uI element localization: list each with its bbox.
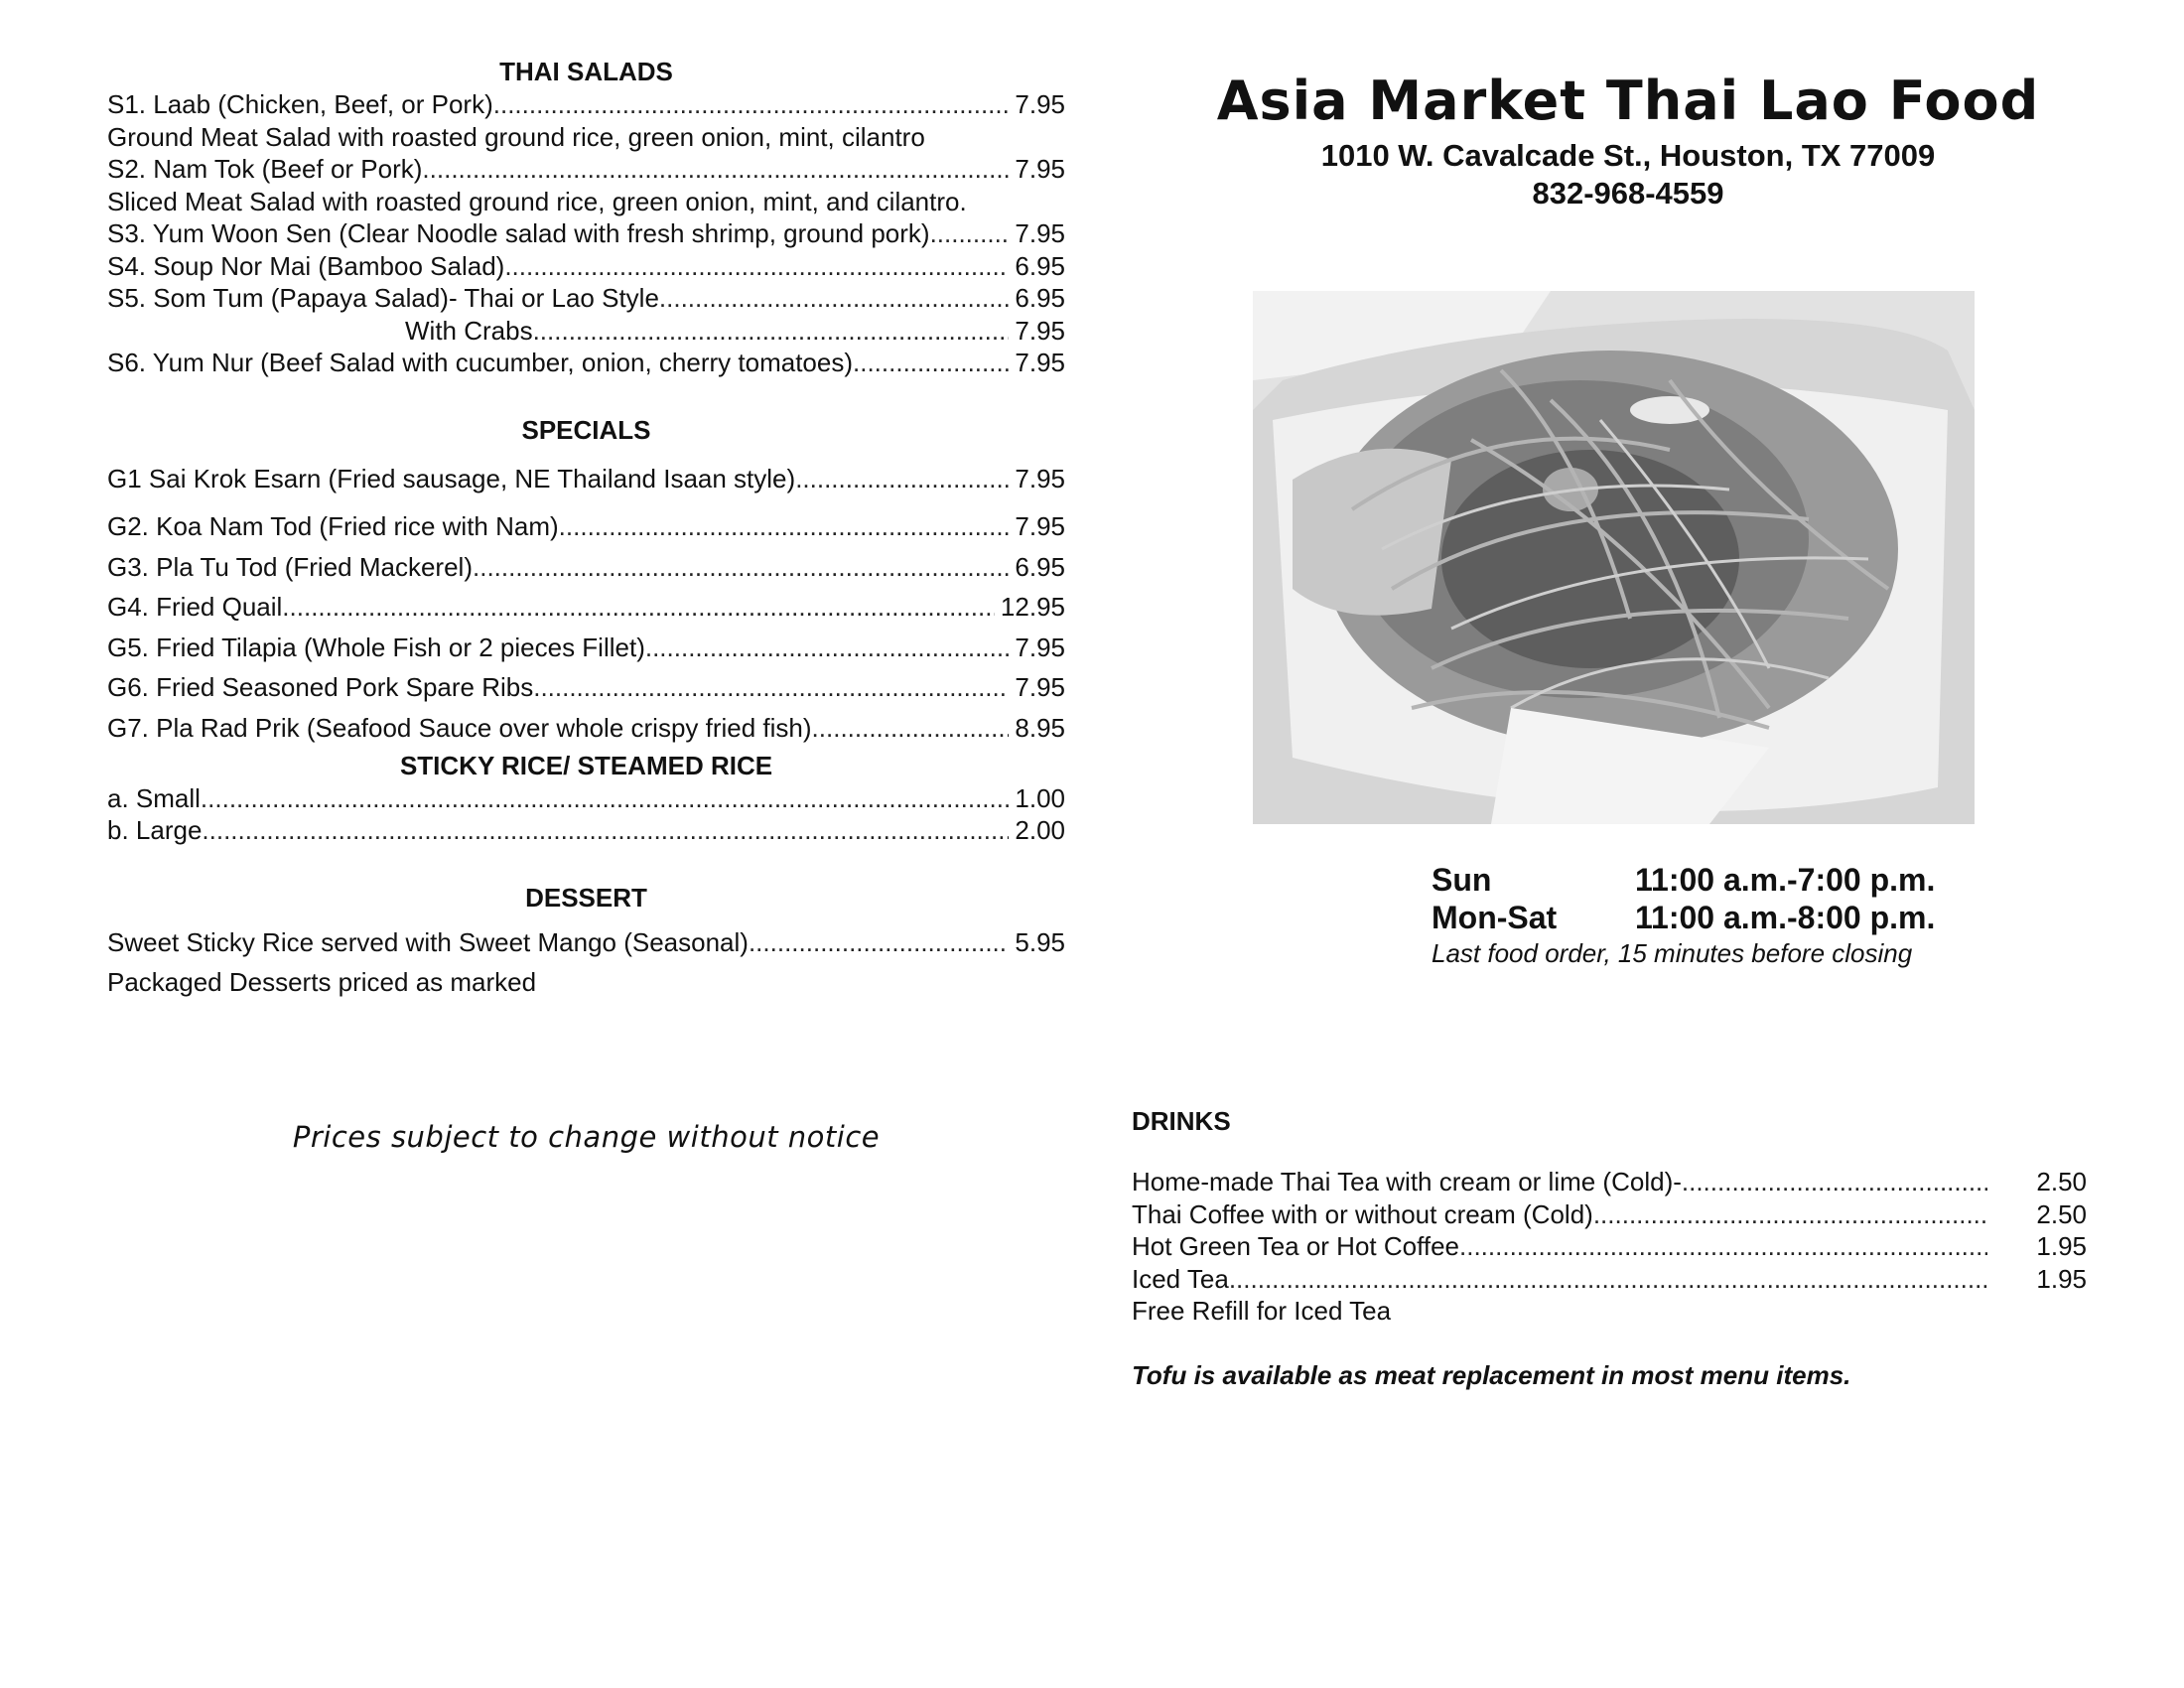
menu-item-s6 <box>107 347 1065 379</box>
item-price: 7.95 <box>1015 154 1065 184</box>
menu-item-rice-small <box>107 782 1065 815</box>
hours-day: Mon-Sat <box>1432 900 1558 935</box>
specials-heading: SPECIALS <box>521 414 651 445</box>
menu-item-thai-coffee <box>1132 1198 2087 1231</box>
drinks-heading: DRINKS <box>1132 1106 1231 1136</box>
menu-item-s5 <box>107 282 1065 315</box>
item-name: G3. Pla Tu Tod (Fried Mackerel) <box>107 551 473 582</box>
item-price: 6.95 <box>1015 250 1065 281</box>
item-price: 7.95 <box>1015 511 1065 542</box>
item-name: S5. Som Tum (Papaya Salad)- Thai or Lao Style <box>107 283 659 313</box>
item-name: Thai Coffee with or without cream (Cold) <box>1132 1198 1593 1229</box>
restaurant-address: 1010 W. Cavalcade St., Houston, TX 77009 <box>1320 138 1936 173</box>
item-name: S6. Yum Nur (Beef Salad with cucumber, onion, cherry tomatoes) <box>107 348 853 377</box>
item-price: 6.95 <box>1015 551 1065 582</box>
tofu-note: Tofu is available as meat replacement in most menu items. <box>1132 1360 1851 1390</box>
item-price: 5.95 <box>1015 926 1065 957</box>
item-price: 1.95 <box>2036 1263 2087 1294</box>
last-order-note: Last food order, 15 minutes before closing <box>1432 938 1913 968</box>
item-price: 2.50 <box>2036 1167 2087 1196</box>
menu-item-g5 <box>107 628 1065 668</box>
item-price: 1.00 <box>1015 782 1065 813</box>
item-name: G1 Sai Krok Esarn (Fried sausage, NE Thailand Isaan style) <box>107 463 796 493</box>
hours-row-sun <box>1432 861 2047 899</box>
food-photo <box>1253 291 1975 824</box>
item-price: 2.50 <box>2036 1198 2087 1229</box>
restaurant-name: Asia Market Thai Lao Food <box>1216 70 2040 132</box>
item-price: 2.00 <box>1015 815 1065 846</box>
packaged-desserts-note: Packaged Desserts priced as marked <box>107 966 537 997</box>
item-price: 7.95 <box>1015 89 1065 119</box>
prices-note: Prices subject to change without notice <box>292 1120 881 1154</box>
item-name: S4. Soup Nor Mai (Bamboo Salad) <box>107 250 505 281</box>
menu-item-s1 <box>107 88 1065 121</box>
menu-item-s5-crabs <box>107 315 1065 348</box>
menu-item-hot-drinks <box>1132 1230 2087 1263</box>
menu-item-g2 <box>107 506 1065 547</box>
item-price: 7.95 <box>1015 672 1065 703</box>
menu-item-g1 <box>107 459 1065 499</box>
restaurant-phone: 832-968-4559 <box>1532 176 1724 211</box>
item-name: G6. Fried Seasoned Pork Spare Ribs <box>107 672 534 703</box>
item-name: b. Large <box>107 815 203 846</box>
menu-item-g4 <box>107 587 1065 628</box>
menu-item-mango-sticky-rice <box>107 922 1065 962</box>
item-name: G2. Koa Nam Tod (Fried rice with Nam) <box>107 511 559 542</box>
rice-heading: STICKY RICE/ STEAMED RICE <box>399 750 773 780</box>
menu-left-column <box>107 55 1065 1002</box>
item-name: Hot Green Tea or Hot Coffee <box>1132 1231 1460 1261</box>
hours-row-mon-sat <box>1432 899 2047 936</box>
item-price: 6.95 <box>1015 283 1065 313</box>
menu-item-s4 <box>107 250 1065 283</box>
menu-item-g7 <box>107 708 1065 749</box>
hours-time: 11:00 a.m.-7:00 p.m. <box>1635 862 1936 898</box>
item-name: Home-made Thai Tea with cream or lime (Cold)- <box>1132 1167 1682 1196</box>
hours-time: 11:00 a.m.-8:00 p.m. <box>1635 900 1936 935</box>
menu-item-iced-tea <box>1132 1263 2087 1296</box>
item-name: S1. Laab (Chicken, Beef, or Pork) <box>107 89 493 119</box>
item-price: 8.95 <box>1015 713 1065 744</box>
item-description: Sliced Meat Salad with roasted ground rice, green onion, mint, and cilantro. <box>107 186 967 216</box>
specials-list <box>107 459 1065 749</box>
item-name: G7. Pla Rad Prik (Seafood Sauce over whole crispy fried fish) <box>107 713 812 744</box>
hours-day: Sun <box>1432 862 1492 898</box>
dessert-heading: DESSERT <box>525 882 647 913</box>
free-refill-note: Free Refill for Iced Tea <box>1132 1296 1392 1326</box>
item-price: 7.95 <box>1015 348 1065 377</box>
menu-item-rice-large <box>107 814 1065 847</box>
item-name: S3. Yum Woon Sen (Clear Noodle salad with fresh shrimp, ground pork) <box>107 218 930 248</box>
menu-item-s3 <box>107 217 1065 250</box>
item-description: Ground Meat Salad with roasted ground rice, green onion, mint, cilantro <box>107 121 925 152</box>
item-price: 1.95 <box>2036 1231 2087 1261</box>
item-price: 7.95 <box>1015 632 1065 662</box>
menu-item-g6 <box>107 667 1065 708</box>
drinks-section <box>1132 1104 2087 1328</box>
item-price: 7.95 <box>1015 463 1065 493</box>
menu-item-s2 <box>107 153 1065 186</box>
item-price: 12.95 <box>1000 592 1065 623</box>
item-price: 7.95 <box>1015 315 1065 346</box>
item-price: 7.95 <box>1015 218 1065 248</box>
item-name: Iced Tea <box>1132 1263 1229 1294</box>
item-name: Sweet Sticky Rice served with Sweet Mango (Seasonal) <box>107 926 749 957</box>
menu-item-g3 <box>107 547 1065 588</box>
item-name: S2. Nam Tok (Beef or Pork) <box>107 154 423 184</box>
item-name: a. Small <box>107 782 201 813</box>
menu-item-thai-tea <box>1132 1166 2087 1198</box>
item-name: G4. Fried Quail <box>107 592 283 623</box>
thai-salads-heading: THAI SALADS <box>499 57 673 86</box>
papaya-salad-photo-icon <box>1253 291 1975 824</box>
item-name: With Crabs <box>405 315 533 346</box>
opening-hours <box>1432 861 2047 970</box>
item-name: G5. Fried Tilapia (Whole Fish or 2 pieces Fillet) <box>107 632 645 662</box>
